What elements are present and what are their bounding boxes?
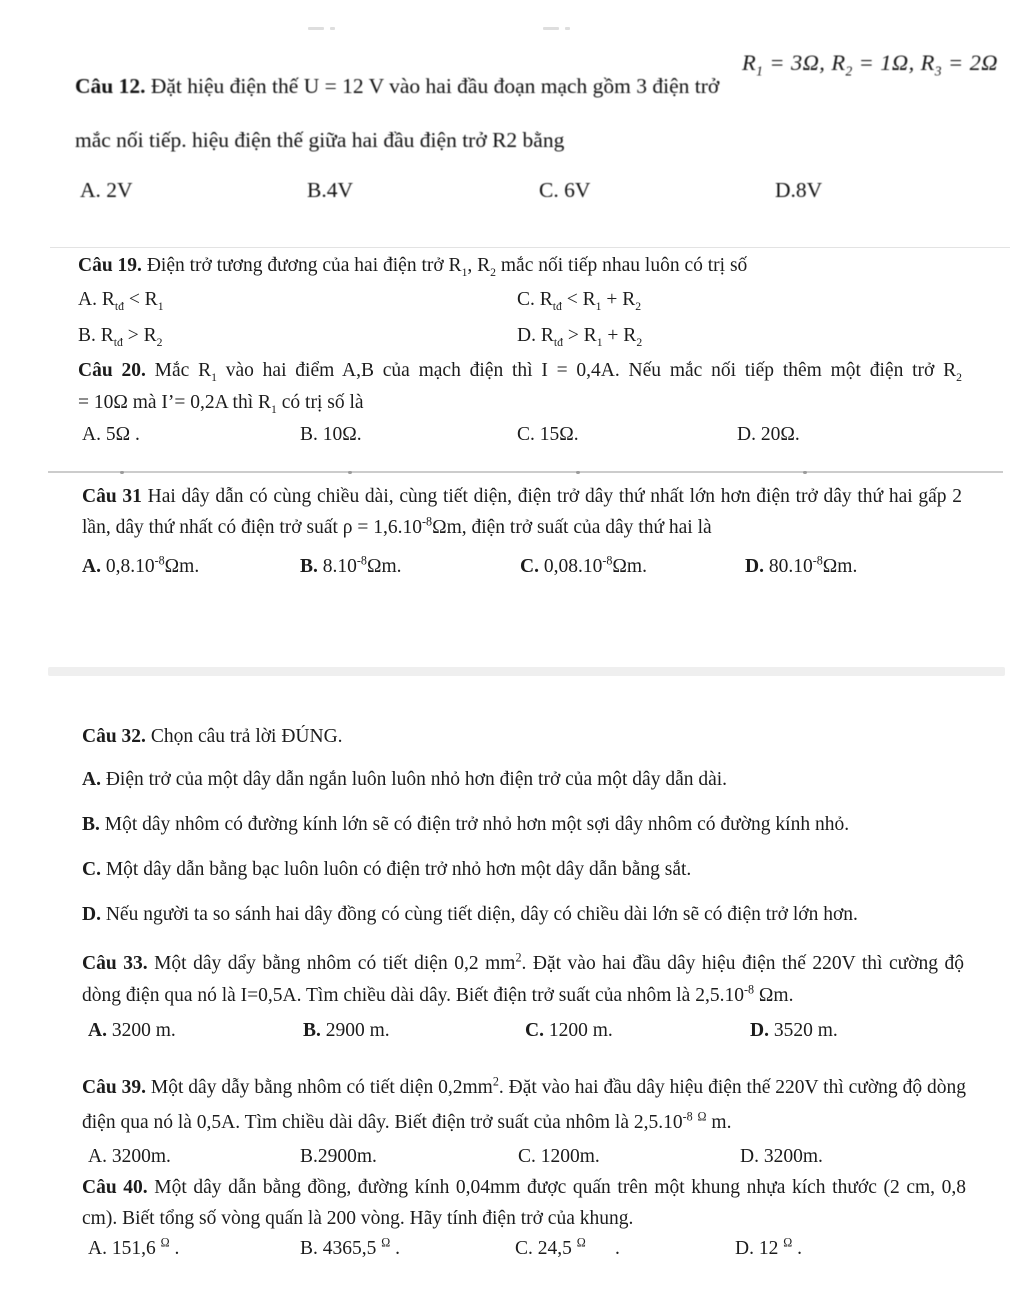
question-19-options-row1 [0, 289, 1024, 317]
question-12-line2: mắc nối tiếp. hiệu điện thế giữa hai đầu điện trở R2 bằng [75, 128, 565, 152]
resistor-values-formula: $R_1 = 3\Omega$, $R_2 = 1\Omega$, $R_3 = 2\Omega$ [742, 50, 998, 79]
question-40-options [0, 1235, 1024, 1266]
question-12-line1 [75, 74, 719, 99]
divider-dot [576, 471, 580, 474]
option-a: A. 3200m. [88, 1146, 171, 1167]
question-label: Câu 12. [75, 74, 146, 98]
question-33-options [0, 1020, 1024, 1048]
question-label: Câu 31 [82, 486, 142, 507]
option-b: B. $8.10^{-8}\Omega m$. [300, 553, 402, 577]
divider-dot [348, 471, 352, 474]
option-d: D. 3200m. [740, 1146, 823, 1167]
question-text: Một dây dẩy bằng nhôm có tiết diện 0,2 $mm^2$. Đặt vào hai đầu dây hiệu điện thế 220V thì cường độ dòng điện qua nó là I=0,5A. Tìm chiều dài dây. Biết điện trở suất của nhôm là $2,5.10^{-8}$ Ωm. [82, 950, 965, 1006]
option-d: D.8V [775, 178, 823, 202]
question-text: Một dây dẫn bằng đồng, đường kính 0,04mm được quấn trên một khung nhựa kích thước (2 cm, 0,8 cm). Biết tổng số vòng quấn là 200 vòng. Hãy tính điện trở của khung. [82, 1177, 967, 1229]
scan-artifact [543, 27, 559, 30]
question-label: Câu 20. [78, 360, 146, 381]
question-33-body [82, 948, 964, 1012]
option-d: D. 20Ω. [737, 424, 800, 445]
option-a: A. 151,6 $^\Omega$ . [88, 1235, 180, 1259]
question-31-body [82, 481, 962, 543]
option-b: B.4V [307, 178, 353, 202]
option-c: C. 15Ω. [517, 424, 579, 445]
question-label: Câu 19. [78, 255, 142, 276]
question-label: Câu 33. [82, 953, 148, 974]
option-c: C. $R_{tđ} < R_1 + R_2$ [517, 289, 642, 313]
question-20-options [0, 424, 1024, 452]
section-band-divider [48, 667, 1005, 676]
option-d: D. 12 $^\Omega$ . [735, 1235, 802, 1259]
question-text: Điện trở tương đương của hai điện trở $R_1$, $R_2$ mắc nối tiếp nhau luôn có trị số [146, 255, 748, 279]
scan-artifact [565, 27, 570, 30]
question-label: Câu 40. [82, 1177, 148, 1198]
option-a: A. $R_{tđ} < R_1$ [78, 289, 164, 313]
option-d: D. 3520 m. [750, 1020, 838, 1041]
question-31-options [0, 553, 1024, 584]
section-divider [50, 247, 1010, 248]
question-label: Câu 39. [82, 1077, 146, 1098]
question-12-options [0, 178, 1024, 206]
question-19-options-row2 [0, 325, 1024, 353]
divider-dot [120, 471, 124, 474]
option-d: D. $80.10^{-8}\Omega m$. [745, 553, 858, 577]
divider-dot [803, 471, 807, 474]
option-c: C. $0,08.10^{-8}\Omega m$. [520, 553, 647, 577]
question-20-line2: = 10Ω mà I’= 0,2A thì $R_1$ có trị số là [78, 392, 364, 416]
option-a: A. 5Ω . [82, 424, 140, 445]
question-text: Chọn câu trả lời ĐÚNG. [150, 726, 343, 747]
question-32-title [82, 726, 343, 748]
option-a: A. 3200 m. [88, 1020, 176, 1041]
question-text: Đặt hiệu điện thế U = 12 V vào hai đầu đoạn mạch gồm 3 điện trở [150, 74, 720, 98]
question-32-statement-a: A. Điện trở của một dây dẫn ngắn luôn luôn nhỏ hơn điện trở của một dây dẫn dài. [82, 769, 728, 790]
question-32-statement-c: C. Một dây dẫn bằng bạc luôn luôn có điện trở nhỏ hơn một dây dẫn bằng sắt. [82, 859, 692, 880]
question-19-title [78, 255, 747, 277]
option-b: B. 2900 m. [303, 1020, 390, 1041]
question-20-line1 [78, 360, 962, 382]
question-32-statement-d: D. Nếu người ta so sánh hai dây đồng có cùng tiết diện, dây có chiều dài lớn sẽ có điện trở lớn hơn. [82, 904, 858, 925]
question-text: Mắc $R_1$ vào hai điểm A,B của mạch điện thì I = 0,4A. Nếu mắc nối tiếp thêm một điện trở $R_2$ [154, 360, 962, 384]
question-40-body [82, 1172, 966, 1234]
option-b: B. $R_{tđ} > R_2$ [78, 325, 163, 349]
option-d: D. $R_{tđ} > R_1 + R_2$ [517, 325, 643, 349]
option-c: C. 1200 m. [525, 1020, 613, 1041]
question-label: Câu 32. [82, 726, 146, 747]
option-b: B.2900m. [300, 1146, 377, 1167]
question-39-options [0, 1146, 1024, 1174]
question-text: Một dây dẫy bằng nhôm có tiết diện $0,2mm^2$. Đặt vào hai đầu dây hiệu điện thế 220V thì cường độ dòng điện qua nó là 0,5A. Tìm chiều dài dây. Biết điện trở suất của nhôm là $2,5.10^{-8}$ $^\Omega$ m. [82, 1074, 966, 1133]
option-a: A. 2V [80, 178, 133, 202]
option-b: B. 4365,5 $^\Omega$ . [300, 1235, 400, 1259]
question-32-statement-b: B. Một dây nhôm có đường kính lớn sẽ có điện trở nhỏ hơn một sợi dây nhôm có đường kính nhỏ. [82, 814, 850, 835]
scan-artifact [308, 27, 324, 30]
option-c: C. 1200m. [518, 1146, 600, 1167]
option-b: B. 10Ω. [300, 424, 362, 445]
option-a: A. $0,8.10^{-8}\Omega m$. [82, 553, 200, 577]
option-c: C. 6V [539, 178, 591, 202]
scan-artifact [330, 27, 335, 30]
section-divider [48, 471, 1003, 473]
question-39-body [82, 1070, 966, 1140]
question-text: Hai dây dẫn có cùng chiều dài, cùng tiết diện, điện trở dây thứ nhất lớn hơn điện trở dây thứ hai gấp 2 lần, dây thứ nhất có điện trở suất $\rho = 1,6.10^{-8}\Omega m$, điện trở suất của dây thứ hai là [82, 486, 962, 538]
option-c: C. 24,5 $^\Omega$ . [515, 1235, 620, 1259]
